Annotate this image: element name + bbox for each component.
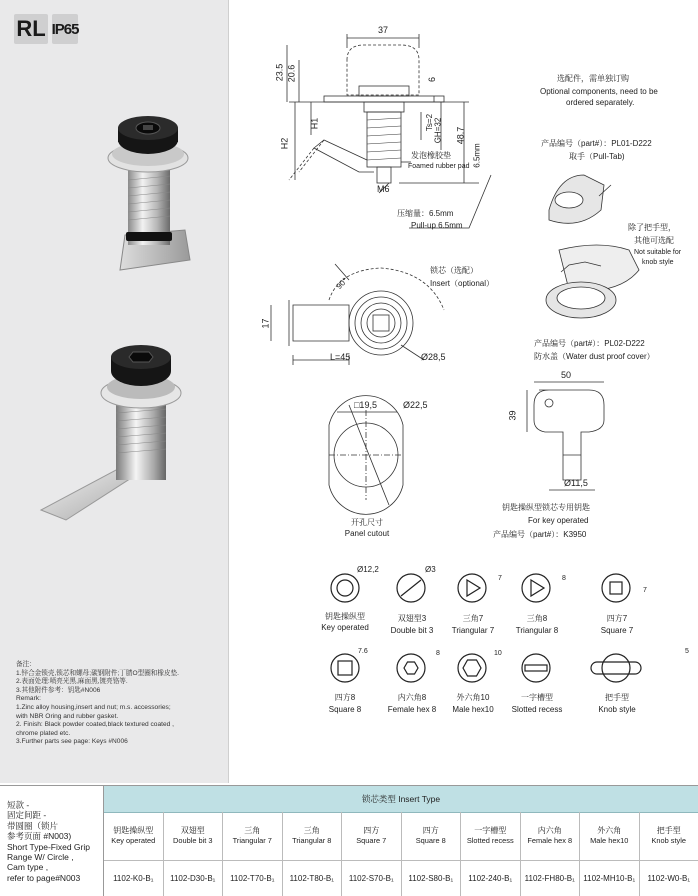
insert-label-sq8-cn: 四方8 <box>334 693 356 702</box>
part-number-cell: 1102-W0-B₁ <box>647 873 691 883</box>
insert-label-tri7-en: Triangular 7 <box>451 626 495 635</box>
insert-label-mhex-en: Male hex10 <box>452 705 494 714</box>
insert-icon-slotted <box>522 654 550 682</box>
part-number-cell: 1102-S70-B₁ <box>348 873 394 883</box>
dim-sq-19-5: □19,5 <box>354 400 377 410</box>
dim-m6: M6 <box>377 184 390 194</box>
rl-badge: RL <box>14 14 48 44</box>
col-header-en: Male hex10 <box>590 836 629 845</box>
remark-line: 3.其他附件参考：钥匙#N006 <box>16 686 101 694</box>
table-columns <box>104 812 698 896</box>
col-header-en: Square 8 <box>415 836 446 845</box>
row-desc-line: 带圆圈（锁片 <box>7 820 59 831</box>
table-column <box>342 812 402 896</box>
knob-note-cn-1: 除了把手型， <box>628 223 676 232</box>
insert-label-fhex-en: Female hex 8 <box>387 705 437 714</box>
col-header-cn: 一字槽型 <box>474 826 507 835</box>
row-desc-line: Short Type-Fixed Grip <box>7 841 90 852</box>
dim-ts: Ts=2 <box>425 113 435 132</box>
insert-icon-square-7 <box>602 574 630 602</box>
dim-dia-12-2: Ø12,2 <box>357 565 379 574</box>
insert-label-tri8-en: Triangular 8 <box>515 626 559 635</box>
product-photo-black-lock <box>36 335 196 525</box>
table-column <box>223 812 283 896</box>
optional-components-en-1: Optional components, need to be <box>540 87 658 96</box>
key-desc-en: For key operated <box>528 516 589 525</box>
part-number-cell: 1102-T70-B₁ <box>230 873 275 883</box>
pull-up-en: Pull-up 6.5mm <box>411 221 463 230</box>
dim-key-dia: Ø11,5 <box>564 478 588 488</box>
pull-tab-name: 取手（Pull-Tab) <box>569 152 625 161</box>
panel-cutout-cn: 开孔尺寸 <box>351 518 383 527</box>
dim-knob-5: 5 <box>685 648 689 655</box>
col-header-en: Key operated <box>111 836 156 845</box>
dim-20-6: 20.6 <box>286 64 297 83</box>
dim-sq-7-6: 7.6 <box>358 648 368 655</box>
row-desc-line: 参考页面 #N003) <box>7 831 72 842</box>
pull-up-cn: 压缩量：6.5mm <box>397 209 454 218</box>
col-header-en: Triangular 7 <box>232 836 272 845</box>
knob-note-en-1: Not suitable for <box>634 249 682 256</box>
col-header-cn: 把手型 <box>656 826 681 835</box>
dim-width-37: 37 <box>378 25 389 35</box>
col-header-cn: 四方 <box>363 826 380 835</box>
row-desc-line: Range W/ Circle , <box>7 852 74 863</box>
panel-cutout-en: Panel cutout <box>344 529 390 538</box>
insert-optional-en: Insert（optional） <box>430 279 495 288</box>
part-number-cell: 1102-MH10-B₁ <box>583 873 636 883</box>
dim-90-degree: 90° <box>334 276 350 291</box>
col-header-en: Double bit 3 <box>173 836 213 845</box>
cover-part-number: 产品编号（part#）：PL02-D222 <box>534 339 645 348</box>
table-column <box>164 812 224 896</box>
dim-hex-8: 8 <box>436 650 440 657</box>
insert-icon-triangle-7 <box>458 574 486 602</box>
insert-label-tri7-cn: 三角7 <box>462 614 484 623</box>
ip65-badge: IP65 <box>52 14 78 44</box>
insert-icon-triangle-8 <box>522 574 550 602</box>
insert-label-double-en: Double bit 3 <box>390 626 434 635</box>
knob-note-cn-2: 其他可选配 <box>634 236 674 245</box>
remark-line: Remark: <box>16 695 41 703</box>
insert-label-sq7-cn: 四方7 <box>606 614 628 623</box>
col-header-en: Triangular 8 <box>292 836 332 845</box>
dim-l45: L=45 <box>330 352 351 362</box>
insert-label-sq8-en: Square 8 <box>328 705 362 714</box>
remark-line: 备注： <box>16 661 36 668</box>
insert-label-knob-en: Knob style <box>598 705 636 714</box>
col-header-cn: 三角 <box>244 826 261 835</box>
dim-hex-10: 10 <box>494 650 502 657</box>
dim-h1: H1 <box>309 117 320 130</box>
dim-dia-22-5: Ø22,5 <box>403 400 428 410</box>
col-header-cn: 三角 <box>303 826 320 835</box>
part-number-cell: 1102-D30-B₁ <box>170 873 216 883</box>
dim-23-5: 23.5 <box>274 63 285 82</box>
insert-icon-male-hex <box>458 654 486 682</box>
table-row-description <box>0 786 104 896</box>
dim-6-5mm: 6.5mm <box>472 143 482 168</box>
dim-key-50: 50 <box>561 370 572 380</box>
key-part-number: 产品编号（part#）：K3950 <box>493 530 587 539</box>
insert-label-knob-cn: 把手型 <box>605 693 629 702</box>
insert-label-fhex-cn: 内六角8 <box>397 693 427 702</box>
insert-label-slot-en: Slotted recess <box>511 705 563 714</box>
table-column <box>580 812 640 896</box>
insert-label-sq7-en: Square 7 <box>600 626 634 635</box>
dim-17: 17 <box>260 318 271 329</box>
remark-line: 3.Further parts see page: Keys #N006 <box>16 738 128 746</box>
insert-icon-square-8 <box>331 654 359 682</box>
col-header-cn: 内六角 <box>537 826 562 835</box>
optional-components-en-2: ordered separately. <box>566 98 635 107</box>
foam-pad-cn: 发泡橡胶垫 <box>411 151 451 160</box>
part-number-cell: 1102-240-B₁ <box>468 873 513 883</box>
dim-tri-7: 7 <box>498 575 502 582</box>
dim-dia-3: Ø3 <box>425 565 436 574</box>
key-desc-cn: 钥匙操纵型锁芯专用钥匙 <box>502 503 590 512</box>
col-header-en: Slotted recess <box>466 836 514 845</box>
part-number-cell: 1102-K0-B₁ <box>113 873 154 883</box>
col-header-cn: 双翅型 <box>180 826 205 835</box>
dim-6: 6 <box>427 76 438 83</box>
insert-label-mhex-cn: 外六角10 <box>456 693 490 702</box>
table-column <box>461 812 521 896</box>
product-photo-chrome-lock <box>90 110 200 285</box>
part-number-cell: 1102-S80-B₁ <box>408 873 454 883</box>
table-column <box>521 812 581 896</box>
table-header-insert-type: 锁芯类型 Insert Type <box>104 786 698 813</box>
insert-label-slot-cn: 一字槽型 <box>521 693 553 702</box>
remark-line: 2.表面处理:喷亮光黑,麻面黑,镀亮铬等. <box>16 678 128 686</box>
col-header-cn: 钥匙操纵型 <box>113 826 154 835</box>
insert-label-double-cn: 双翅型3 <box>397 614 427 623</box>
dim-h2: H2 <box>279 137 290 150</box>
insert-label-tri8-cn: 三角8 <box>526 614 548 623</box>
dim-dia-28-5: Ø28,5 <box>421 352 446 362</box>
remark-line: with NBR Oring and rubber gasket. <box>16 712 119 720</box>
insert-optional-cn: 锁芯（选配） <box>430 266 478 275</box>
row-desc-line: 短款 - <box>7 800 30 810</box>
insert-icon-female-hex <box>397 654 425 682</box>
dim-gh: GH=32 <box>433 117 443 144</box>
remark-line: 2. Finish: Black powder coated,black textured coated , <box>16 721 174 729</box>
row-desc-line: 固定间距 - <box>7 810 47 821</box>
col-header-en: Square 7 <box>356 836 387 845</box>
table-column <box>640 812 698 896</box>
row-desc-line: refer to page#N003 <box>7 872 81 883</box>
insert-icon-double-bit <box>397 574 425 602</box>
part-number-table <box>0 786 698 896</box>
remark-line: chrome plated etc. <box>16 729 71 737</box>
technical-drawings <box>229 0 698 783</box>
cover-name: 防水盖（Water dust proof cover） <box>534 352 655 361</box>
remark-line: 1.Zinc alloy housing,insert and nut; m.s. accessories; <box>16 703 171 711</box>
dim-tri-8: 8 <box>562 575 566 582</box>
insert-label-key-en: Key operated <box>321 623 369 632</box>
row-desc-line: Cam type , <box>7 862 49 873</box>
pull-tab-part-number: 产品编号（part#）：PL01-D222 <box>541 139 652 148</box>
table-column <box>283 812 343 896</box>
col-header-en: Female hex 8 <box>527 836 573 845</box>
dim-key-39: 39 <box>507 410 518 421</box>
col-header-cn: 外六角 <box>597 826 622 835</box>
part-number-cell: 1102-T80-B₁ <box>289 873 334 883</box>
remark-line: 1.锌合金锁壳,锁芯和螺母;碳钢附件;丁腈O型圈和橡皮垫. <box>16 669 180 677</box>
table-column <box>104 812 164 896</box>
foam-pad-en: Foamed rubber pad <box>408 163 470 170</box>
remarks-block <box>16 661 226 747</box>
table-column <box>402 812 462 896</box>
insert-icon-knob <box>591 654 641 682</box>
knob-note-en-2: knob style <box>642 259 674 266</box>
optional-components-cn: 选配件，需单独订购 <box>557 74 629 83</box>
dim-sq-7: 7 <box>643 587 647 594</box>
insert-label-key-cn: 钥匙操纵型 <box>325 612 365 621</box>
dim-48-7: 48.7 <box>455 126 466 145</box>
part-number-cell: 1102-FH80-B₁ <box>524 873 575 883</box>
insert-icon-key <box>331 574 359 602</box>
col-header-en: Knob style <box>651 836 686 845</box>
col-header-cn: 四方 <box>422 826 439 835</box>
